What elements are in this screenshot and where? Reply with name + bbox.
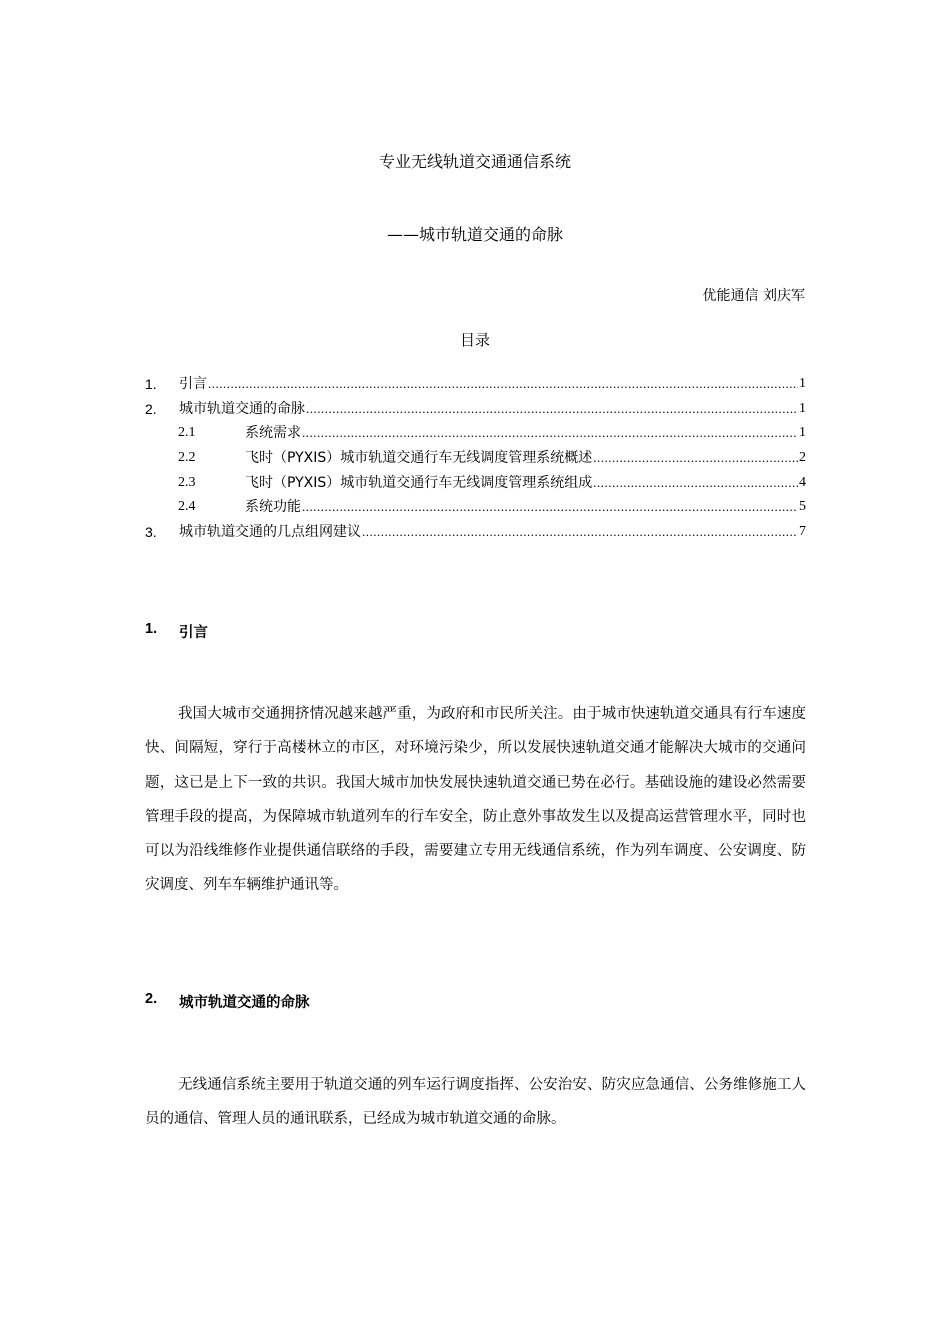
toc-entry-page: 1 xyxy=(799,425,806,440)
document-author: 优能通信 刘庆军 xyxy=(702,288,805,304)
toc-entry[interactable] xyxy=(145,448,806,468)
section-number: 2. xyxy=(145,991,158,1007)
body-paragraph: 我国大城市交通拥挤情况越来越严重，为政府和市民所关注。由于城市快速轨道交通具有行车速度快、间隔短，穿行于高楼林立的市区，对环境污染少，所以发展快速轨道交通才能解决大城市的交通问题，这已是上下一致的共识。我国大城市加快发展快速轨道交通已势在必行。基础设施的建设必然需要管理手段的提高，为保障城市轨道列车的行车安全，防止意外事故发生以及提高运营管理水平，同时也可以为沿线维修作业提供通信联络的手段，需要建立专用无线通信系统，作为列车调度、公安调度、防灾调度、列车车辆维护通讯等。 xyxy=(145,706,806,894)
section-heading xyxy=(145,621,208,642)
toc-entry-title: 引言 xyxy=(179,376,207,392)
toc-entry-title: 城市轨道交通的命脉 xyxy=(179,401,305,417)
toc-entry-page: 4 xyxy=(799,475,806,490)
toc-entry-title: 飞时（PYXIS）城市轨道交通行车无线调度管理系统概述 xyxy=(245,450,593,466)
toc-entry-number: 2.3 xyxy=(178,475,196,490)
toc-heading: 目录 xyxy=(459,331,490,349)
toc-leader-dots xyxy=(593,448,798,468)
toc-leader-dots xyxy=(302,497,798,517)
document-title: 专业无线轨道交通通信系统 xyxy=(378,152,571,171)
toc-entry-title: 飞时（PYXIS）城市轨道交通行车无线调度管理系统组成 xyxy=(245,475,593,491)
section-title: 城市轨道交通的命脉 xyxy=(179,995,310,1011)
section-heading xyxy=(145,991,310,1012)
toc-leader-dots xyxy=(593,473,798,493)
toc-entry[interactable] xyxy=(145,374,806,394)
toc-entry[interactable] xyxy=(145,399,806,419)
toc-entry-number: 2.1 xyxy=(178,425,196,440)
toc-entry[interactable] xyxy=(145,497,806,517)
toc-entry[interactable] xyxy=(145,423,806,443)
toc-leader-dots xyxy=(208,374,798,394)
toc-entry-title: 城市轨道交通的几点组网建议 xyxy=(179,524,361,540)
toc-entry-number: 1. xyxy=(145,376,157,392)
toc-entry[interactable] xyxy=(145,473,806,493)
toc-entry-number: 3. xyxy=(145,524,157,540)
body-paragraph: 无线通信系统主要用于轨道交通的列车运行调度指挥、公安治安、防灾应急通信、公务维修施工人员的通信、管理人员的通讯联系，已经成为城市轨道交通的命脉。 xyxy=(145,1077,806,1128)
toc-entry-page: 5 xyxy=(799,499,806,514)
section-number: 1. xyxy=(145,621,158,637)
toc-leader-dots xyxy=(362,522,798,542)
toc-entry-number: 2.2 xyxy=(178,450,196,465)
document-subtitle: ——城市轨道交通的命脉 xyxy=(386,225,563,244)
toc-entry-number: 2.4 xyxy=(178,499,196,514)
toc-entry-title: 系统功能 xyxy=(245,499,301,515)
section-title: 引言 xyxy=(179,625,208,641)
toc-leader-dots xyxy=(302,423,798,443)
toc-entry-page: 2 xyxy=(799,450,806,465)
toc-leader-dots xyxy=(306,399,798,419)
toc-entry[interactable] xyxy=(145,522,806,542)
toc-entry-page: 7 xyxy=(799,524,806,539)
toc-entry-page: 1 xyxy=(799,376,806,391)
toc-entry-title: 系统需求 xyxy=(245,425,301,441)
toc-entry-number: 2. xyxy=(145,401,157,417)
toc-entry-page: 1 xyxy=(799,401,806,416)
